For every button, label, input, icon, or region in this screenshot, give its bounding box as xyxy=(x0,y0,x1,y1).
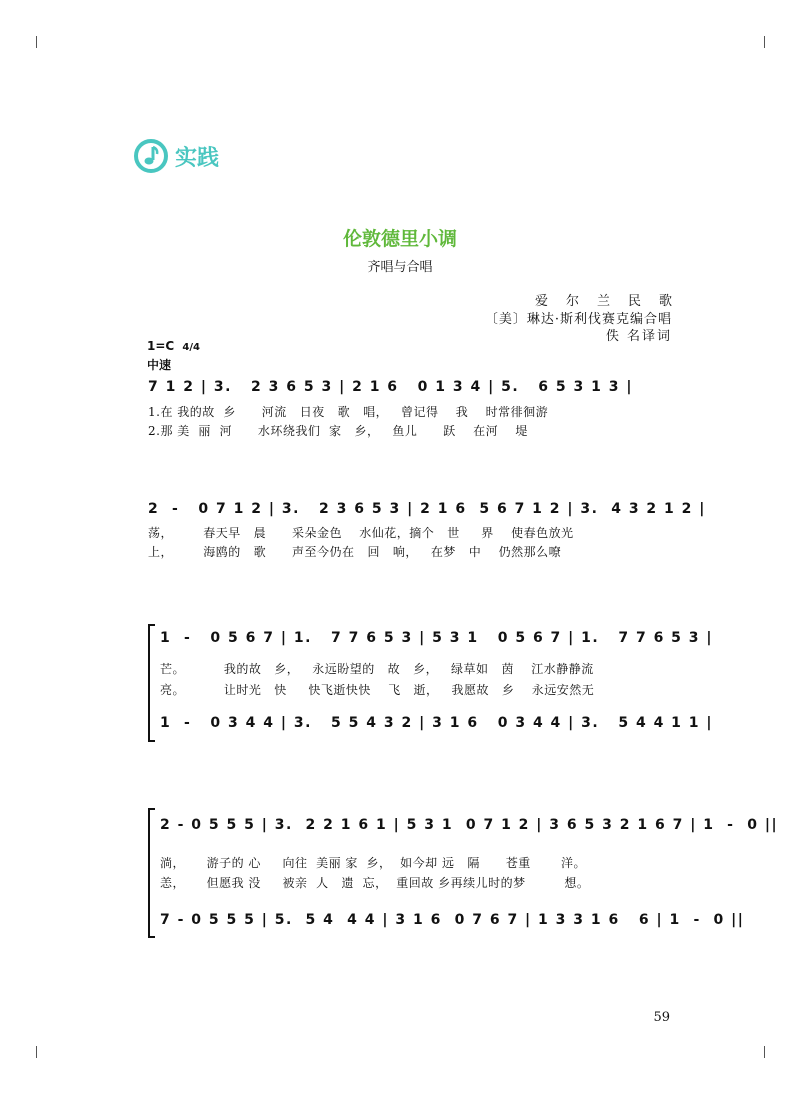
lyric-verse-1: 淌， 游子的 心 向往 美丽 家 乡， 如今却 远 隔 苍重 洋。 xyxy=(160,856,587,870)
staff-bracket xyxy=(148,808,155,938)
credit-origin: 爱尔兰民歌 xyxy=(534,294,690,309)
song-subtitle: 齐唱与合唱 xyxy=(367,260,433,275)
crop-mark-br xyxy=(764,1046,765,1058)
lyric-verse-2: 恙， 但愿我 没 被亲 人 遗 忘， 重回故 乡再续儿时的梦 想。 xyxy=(160,876,590,890)
lyric-verse-1: 芒。 我的故 乡， 永远盼望的 故 乡， 绿草如 茵 江水静静流 xyxy=(160,662,594,676)
lyric-verse-2: 亮。 让时光 快 快飞逝快快 飞 逝， 我愿故 乡 永远安然无 xyxy=(160,683,595,697)
notation-row-lower: 7 - 0 5 5 5 | 5. 5 4 4 4 | 3 1 6 0 7 6 7 | 1 3 3 1 6 6 | 1 - 0 || xyxy=(160,912,745,928)
lyric-verse-2: 上， 海鸥的 歌 声至今仍在 回 响， 在梦 中 仍然那么嘹 xyxy=(148,545,562,559)
key-label: 1=C xyxy=(147,339,175,353)
lyric-verse-1: 荡， 春天早 晨 采朵金色 水仙花，摘个 世 界 使春色放光 xyxy=(148,526,574,540)
song-title: 伦敦德里小调 xyxy=(342,228,457,250)
crop-mark-tl xyxy=(36,36,37,48)
credit-arranger: 〔美〕琳达·斯利伐赛克编合唱 xyxy=(484,312,672,327)
credit-lyricist: 佚 名译词 xyxy=(605,329,672,344)
lyric-verse-1: 1.在 我的故 乡 河流 日夜 歌 唱， 曾记得 我 时常徘徊游 xyxy=(148,405,549,419)
tempo-marking: 中速 xyxy=(147,358,172,372)
time-signature: 4/4 xyxy=(182,342,200,353)
notation-row: 2 - 0 7 1 2 | 3. 2 3 6 5 3 | 2 1 6 5 6 7 1 2 | 3. 4 3 2 1 2 | xyxy=(148,501,706,517)
music-note-icon xyxy=(133,138,169,174)
page-number: 59 xyxy=(653,1010,670,1025)
section-heading xyxy=(133,138,219,174)
section-label: 实践 xyxy=(175,145,220,171)
notation-row-upper: 1 - 0 5 6 7 | 1. 7 7 6 5 3 | 5 3 1 0 5 6 7 | 1. 7 7 6 5 3 | xyxy=(160,630,714,646)
crop-mark-tr xyxy=(764,36,765,48)
notation-row-upper: 2 - 0 5 5 5 | 3. 2 2 1 6 1 | 5 3 1 0 7 1 2 | 3 6 5 3 2 1 6 7 | 1 - 0 || xyxy=(160,817,779,833)
notation-row: 7 1 2 | 3. 2 3 6 5 3 | 2 1 6 0 1 3 4 | 5. 6 5 3 1 3 | xyxy=(148,379,633,395)
crop-mark-bl xyxy=(36,1046,37,1058)
notation-row-lower: 1 - 0 3 4 4 | 3. 5 5 4 3 2 | 3 1 6 0 3 4 4 | 3. 5 4 4 1 1 | xyxy=(160,715,714,731)
lyric-verse-2: 2.那 美 丽 河 水环绕我们 家 乡， 鱼儿 跃 在河 堤 xyxy=(148,424,528,438)
staff-bracket xyxy=(148,624,155,742)
key-signature xyxy=(147,339,200,353)
